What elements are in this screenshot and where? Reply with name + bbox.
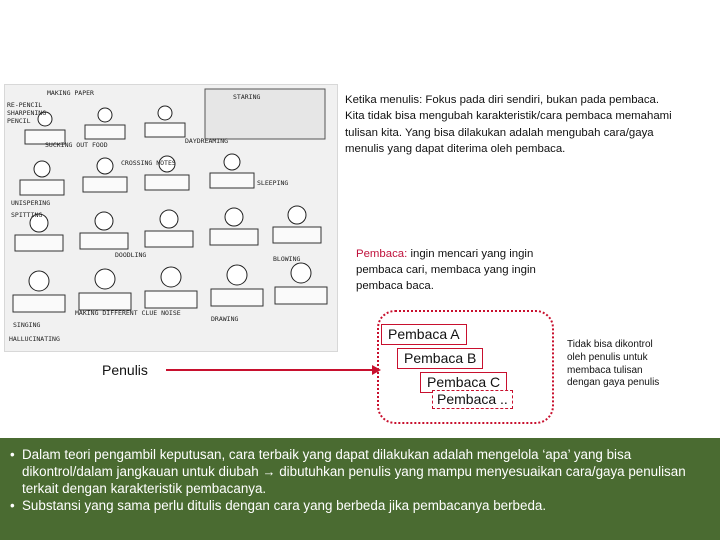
conclusion-item — [10, 446, 710, 497]
classroom-cartoon — [4, 84, 338, 352]
writer-label: Penulis — [102, 362, 148, 378]
cartoon-label: SLEEPING — [257, 179, 289, 187]
cartoon-label: MAKING PAPER — [47, 89, 94, 97]
cartoon-label: SHARPENING — [7, 109, 47, 117]
conclusion-text: Dalam teori pengambil keputusan, cara terbaik yang dapat dilakukan adalah mengelola ‘apa’ yang bisa dikontrol/dalam jangkauan untuk diubah — [22, 447, 632, 479]
cartoon-label: CROSSING NOTES — [121, 159, 176, 167]
reader-definition-text: ingin mencari yang ingin pembaca cari, membaca yang ingin pembaca baca. — [356, 248, 536, 293]
cartoon-label: DOODLING — [115, 251, 147, 259]
cartoon-label: SINGING — [13, 321, 41, 329]
writer-to-readers-arrow — [166, 369, 374, 371]
cartoon-label: SPITTING — [11, 211, 43, 219]
uncontrollable-note: Tidak bisa dikontrol oleh penulis untuk membaca tulisan dengan gaya penulis — [567, 339, 660, 389]
conclusion-item: • Substansi yang sama perlu ditulis dengan cara yang berbeda jika pembacanya berbeda. — [10, 497, 710, 514]
right-arrow-icon: → — [262, 464, 276, 479]
cartoon-label: STARING — [233, 93, 261, 101]
cartoon-drawing — [5, 85, 337, 351]
reader-b: Pembaca B — [397, 348, 483, 369]
conclusion-band — [0, 438, 720, 540]
reader-etc: Pembaca .. — [432, 390, 513, 409]
reader-definition — [356, 246, 546, 295]
cartoon-label: DRAWING — [211, 315, 239, 323]
cartoon-label: BLOWING — [273, 255, 301, 263]
conclusion-text: dibutuhkan penulis yang mampu menyesuaikan cara/gaya penulisan terkait dengan karakteristik pembacanya. — [22, 464, 686, 496]
reader-a: Pembaca A — [381, 324, 467, 345]
cartoon-label: MAKING DIFFERENT CLUE NOISE — [75, 309, 181, 317]
writing-focus-paragraph: Ketika menulis: Fokus pada diri sendiri, bukan pada pembaca. Kita tidak bisa mengubah karakteristik/cara pembaca memahami tulisan kita. Yang bisa dilakukan adalah mengubah cara/gaya menulis yang dapat diterima oleh pembaca. — [345, 94, 672, 156]
cartoon-label: PENCIL — [7, 117, 31, 125]
cartoon-label: SUCKING OUT FOOD — [45, 141, 108, 149]
cartoon-label: RE-PENCIL — [7, 101, 43, 109]
reader-c: Pembaca C — [420, 372, 507, 393]
conclusion-list — [0, 438, 720, 514]
cartoon-label: DAYDREAMING — [185, 137, 229, 145]
cartoon-label: HALLUCINATING — [9, 335, 60, 343]
cartoon-label: UNISPERING — [11, 199, 51, 207]
reader-definition-label: Pembaca: — [356, 248, 408, 260]
